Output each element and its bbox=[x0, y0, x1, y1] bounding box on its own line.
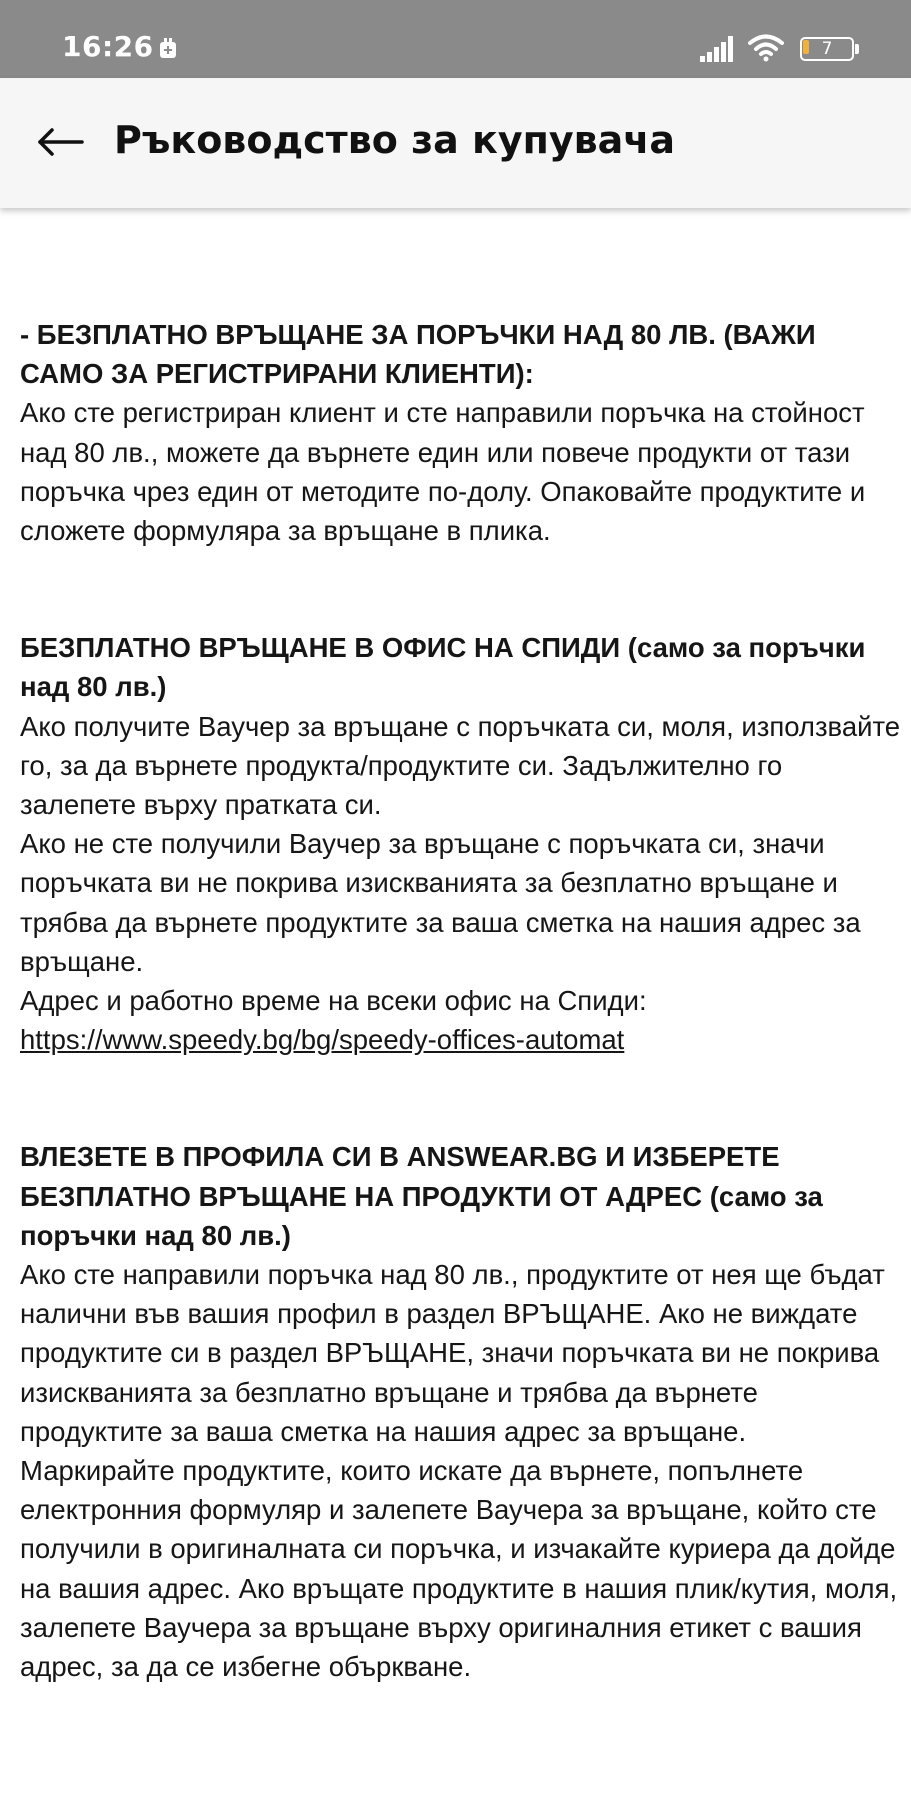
alarm-icon bbox=[158, 38, 178, 65]
section-heading: ВЛЕЗЕТЕ В ПРОФИЛА СИ В ANSWEAR.BG И ИЗБЕРЕТЕ БЕЗПЛАТНО ВРЪЩАНЕ НА ПРОДУКТИ ОТ АДРЕС (само за поръчки над 80 лв.) bbox=[20, 1141, 823, 1251]
section-paragraph: Маркирайте продуктите, които искате да върнете, попълнете електронния формуляр и залепете Ваучера за връщане, който сте получили в оригиналната си поръчка, и изчакайте куриера да дойде на вашия адрес. Ако връщате продуктите в нашия плик/кутия, моля, залепете Ваучера за връщане върху оригиналния етикет с вашия адрес, за да се избегне объркване. bbox=[20, 1455, 898, 1683]
app-bar bbox=[0, 78, 911, 208]
section-heading: БЕЗПЛАТНО ВРЪЩАНЕ В ОФИС НА СПИДИ (само за поръчки над 80 лв.) bbox=[20, 632, 866, 703]
guide-content bbox=[20, 315, 905, 1764]
section-paragraph: Ако сте регистриран клиент и сте направили поръчка на стойност над 80 лв., можете да върнете един или повече продукти от тази поръчка чрез един от методите по-долу. Опаковайте продуктите и сложете формуляра за връщане в плика. bbox=[20, 397, 866, 547]
section-free-return-registered bbox=[20, 315, 905, 550]
link-prefix: Адрес и работно време на всеки офис на Спиди: bbox=[20, 985, 647, 1017]
signal-icon bbox=[700, 36, 736, 67]
wifi-icon bbox=[748, 34, 784, 67]
section-free-return-from-address bbox=[20, 1137, 905, 1686]
page-title: Ръководство за купувача bbox=[114, 118, 676, 162]
arrow-left-icon bbox=[36, 127, 84, 157]
section-paragraph: Ако получите Ваучер за връщане с поръчката си, моля, използвайте го, за да върнете продукта/продуктите си. Задължително го залепете върху пратката си. bbox=[20, 710, 901, 821]
section-paragraph: Ако не сте получили Ваучер за връщане с поръчката си, значи поръчката ви не покрива изискванията за безплатно връщане и трябва да върнете продуктите за ваша сметка на нашия адрес за връщане. bbox=[20, 828, 861, 977]
section-free-return-speedy-office bbox=[20, 628, 905, 1059]
battery-level: 7 bbox=[821, 39, 833, 59]
battery-icon bbox=[800, 37, 858, 61]
back-button[interactable] bbox=[28, 110, 92, 174]
section-paragraph: Ако сте направили поръчка над 80 лв., продуктите от нея ще бъдат налични във вашия профил в раздел ВРЪЩАНЕ. Ако не виждате продуктите си в раздел ВРЪЩАНЕ, значи поръчката ви не покрива изискванията за безплатно връщане и трябва да върнете продуктите за ваша сметка на нашия адрес за връщане. bbox=[20, 1259, 885, 1447]
status-bar bbox=[0, 0, 911, 78]
section-heading: - БЕЗПЛАТНО ВРЪЩАНЕ ЗА ПОРЪЧКИ НАД 80 ЛВ. (ВАЖИ САМО ЗА РЕГИСТРИРАНИ КЛИЕНТИ): bbox=[20, 319, 816, 390]
speedy-offices-link[interactable]: https://www.speedy.bg/bg/speedy-offices-automat bbox=[20, 1024, 625, 1056]
section-paragraph-link bbox=[20, 981, 905, 1059]
status-time: 16:26 bbox=[62, 30, 154, 63]
